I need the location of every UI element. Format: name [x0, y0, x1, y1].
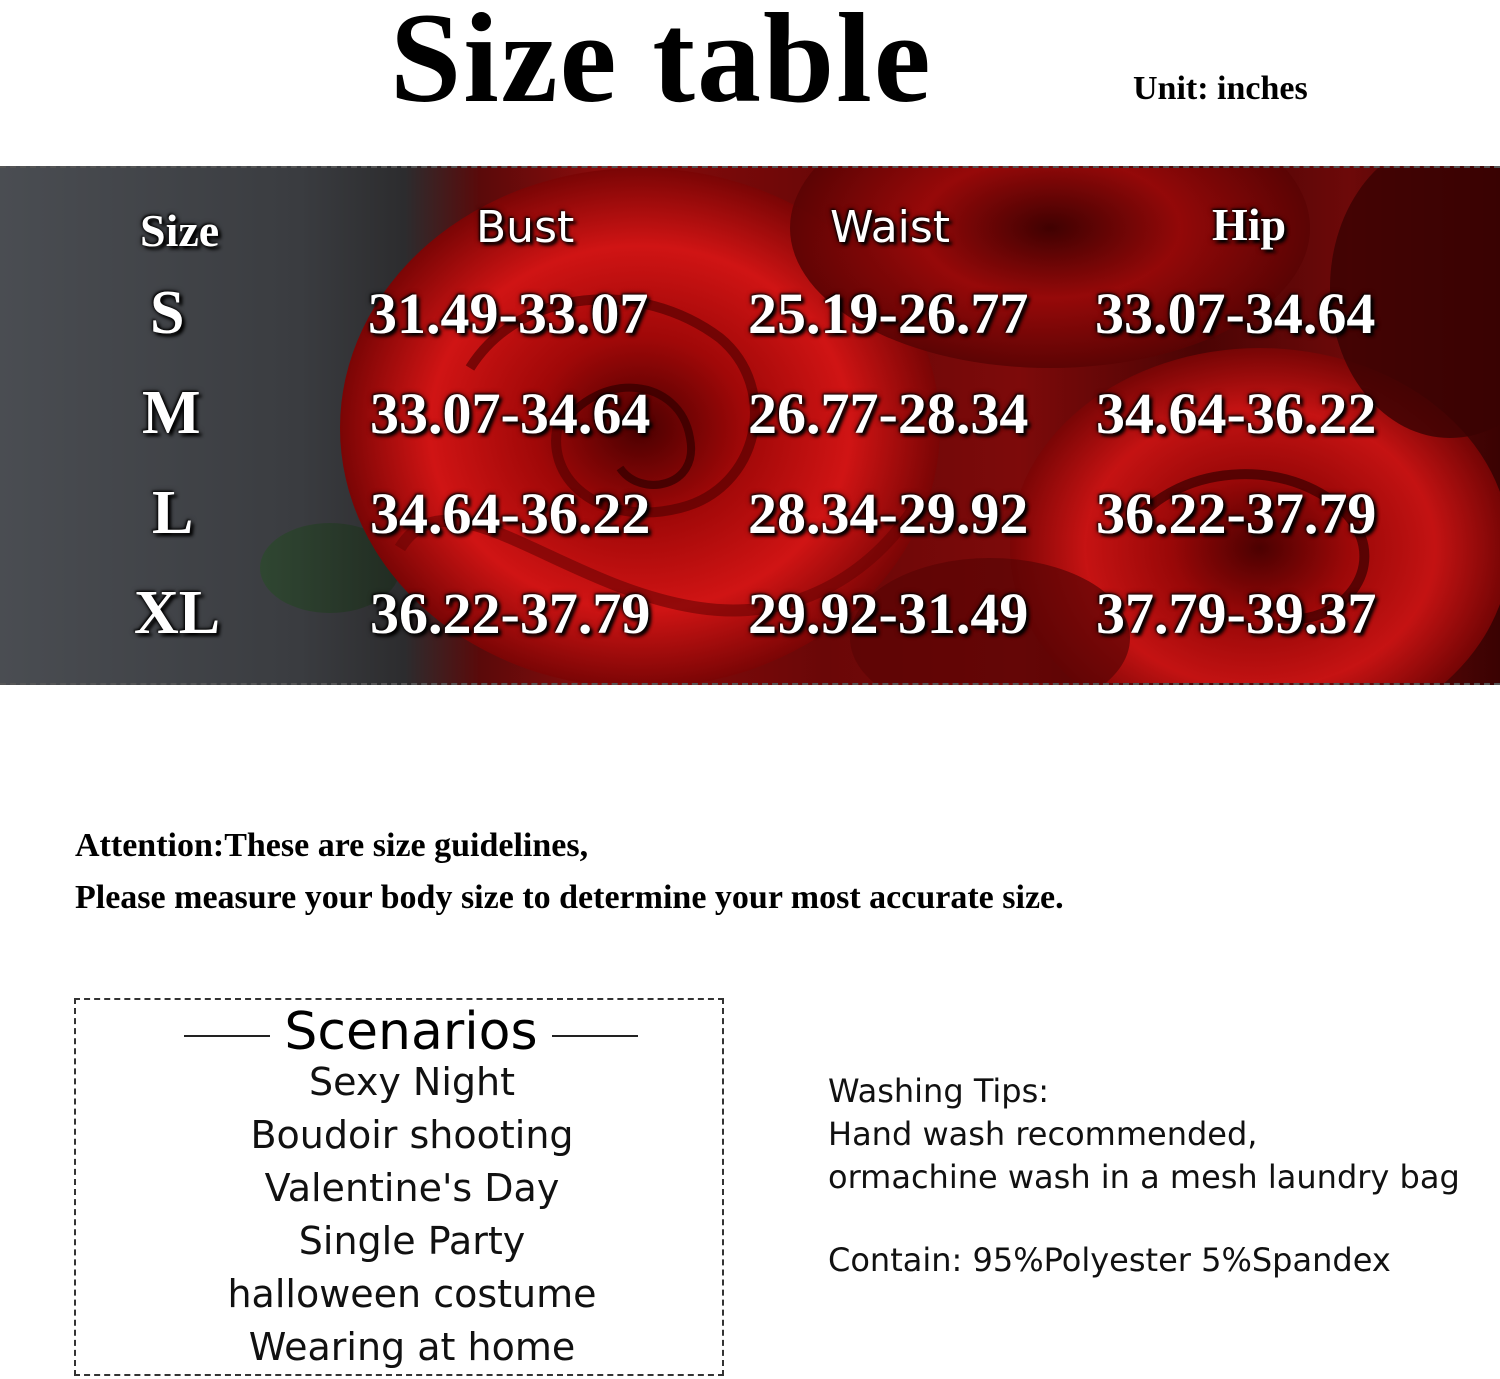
bust-cell: 34.64-36.22	[370, 481, 651, 546]
column-header-size: Size	[140, 205, 220, 256]
page-title: Size table	[390, 0, 933, 129]
waist-cell: 25.19-26.77	[748, 281, 1029, 346]
waist-cell: 26.77-28.34	[748, 381, 1029, 446]
size-cell: XL	[134, 579, 221, 647]
size-table-band	[0, 166, 1500, 685]
scenarios-header	[181, 1002, 641, 1062]
bust-cell: 31.49-33.07	[368, 281, 649, 346]
size-cell: M	[142, 379, 201, 447]
size-cell: S	[150, 279, 185, 347]
unit-label: Unit: inches	[1133, 70, 1308, 107]
washing-heading: Washing Tips:	[828, 1072, 1050, 1110]
attention-line-2: Please measure your body size to determine your most accurate size.	[75, 879, 1064, 916]
hip-cell: 33.07-34.64	[1095, 281, 1376, 346]
list-item: Single Party	[298, 1219, 526, 1263]
scenarios-list	[76, 1056, 748, 1374]
bust-cell: 33.07-34.64	[370, 381, 651, 446]
list-item: Boudoir shooting	[250, 1113, 574, 1157]
washing-tips	[828, 1070, 1460, 1199]
column-header-hip: Hip	[1212, 199, 1287, 250]
list-item: Sexy Night	[309, 1060, 515, 1104]
hip-cell: 34.64-36.22	[1096, 381, 1377, 446]
waist-cell: 28.34-29.92	[748, 481, 1029, 546]
hip-cell: 37.79-39.37	[1096, 581, 1377, 646]
washing-line-1: Hand wash recommended,	[828, 1115, 1258, 1153]
hip-cell: 36.22-37.79	[1096, 481, 1377, 546]
column-header-bust: Bust	[476, 202, 575, 253]
scenarios-box	[74, 998, 724, 1376]
attention-line-1: Attention:These are size guidelines,	[75, 827, 589, 864]
scenarios-title: Scenarios	[284, 1002, 538, 1062]
washing-line-2: ormachine wash in a mesh laundry bag	[828, 1158, 1460, 1196]
attention-note	[75, 820, 1064, 924]
divider-right	[552, 1035, 638, 1037]
bust-cell: 36.22-37.79	[370, 581, 651, 646]
list-item: Wearing at home	[248, 1325, 576, 1369]
divider-left	[184, 1035, 270, 1037]
size-cell: L	[152, 479, 194, 547]
list-item: halloween costume	[227, 1272, 597, 1316]
waist-cell: 29.92-31.49	[748, 581, 1029, 646]
material-composition: Contain: 95%Polyester 5%Spandex	[828, 1241, 1391, 1279]
column-header-waist: Waist	[830, 202, 951, 253]
list-item: Valentine's Day	[264, 1166, 560, 1210]
